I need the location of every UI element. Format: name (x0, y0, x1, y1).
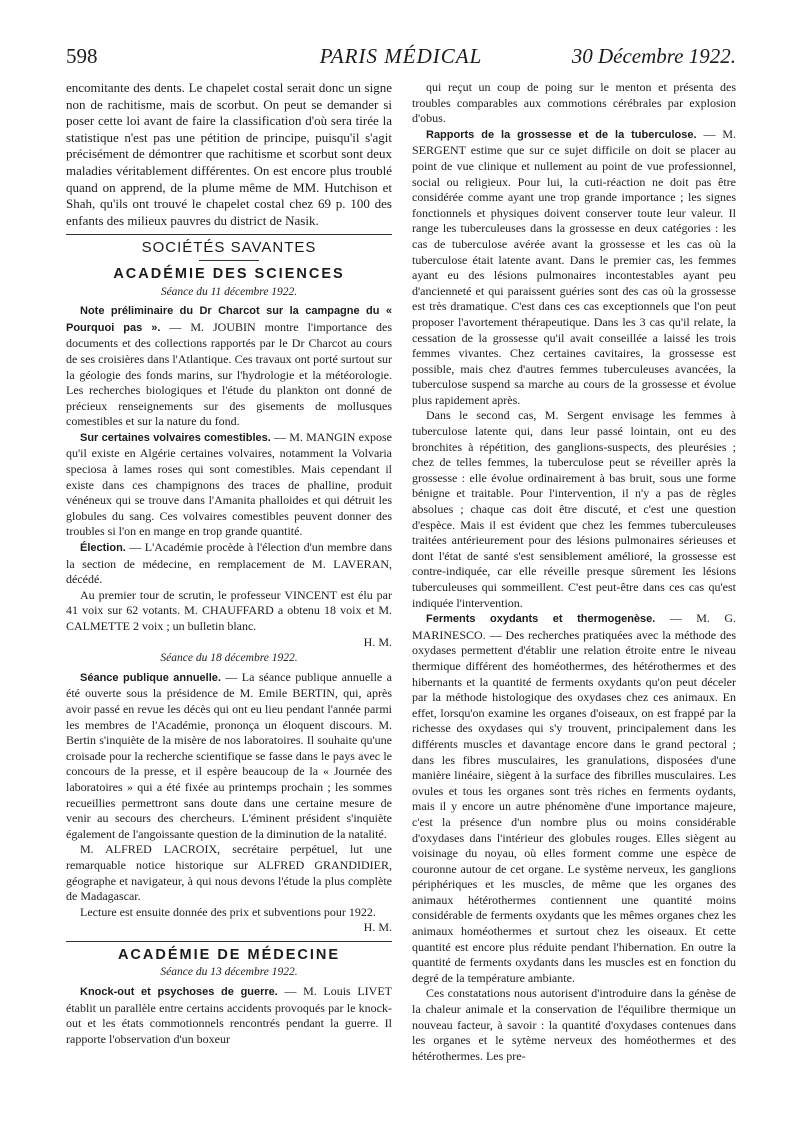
section-rule (66, 234, 392, 235)
article-text: — M. G. MARINESCO. — Des recherches pratiquées avec la méthode des oxydases permettent d'établir une relation étroite entre le niveau thermique différent des homéothermes, des hétérothermes et des hibernants et la quantité de ferments oxydants qu'on peut déceler par la méthode histologique des oxydases chez ces animaux. En effet, lorsqu'on examine les organes d'oiseaux, on est frappé par la richesse des oxydases qui s'y trouvent, principalement dans les différents muscles et davantage encore dans le grand pectoral ; dans les fibres musculaires, les granulations, disposées d'une manière linéaire, siègent à la surface des fibrilles musculaires. Les ovules et tous les organes sont très riches en ferments oydants, mais il y encore un autre phénomène d'une importance majeure, c'est la présence d'un nombre plus ou moins considérable d'oxydases dans l'intérieur des globules rouges. Elles siègent au voisinage du noyau, où elles forment comme une espèce de couronne autour de cet organe. Le système nerveux, les ganglions périphériques et les muscles, de même que les organes des animaux hétérothermes contiennent une quantité moins considérable de ferments oxydants que les mêmes organes chez les animaux homéothermes et surtout chez les oiseaux. Et cette quantité est encore plus réduite pendant l'hibernation. En outre la quantité de ferments oxydants dans les muscles est en fonction du degré de la température ambiante. (412, 611, 736, 985)
article-paragraph (66, 303, 392, 430)
running-header (66, 44, 736, 74)
academie-medecine-heading: ACADÉMIE DE MÉDECINE (117, 946, 341, 963)
issue-date: 30 Décembre 1922. (571, 44, 736, 68)
article-paragraph (412, 611, 736, 986)
article-paragraph: Au premier tour de scrutin, le professeur VINCENT est élu par 41 voix sur 62 votants. M. CHAUFFARD a obtenu 18 voix et M. CALMETTE 2 voix ; un bulletin blanc. (66, 587, 392, 633)
article-heading: Note préliminaire du Dr Charcot sur la campagne du « Pourquoi pas ». (66, 305, 392, 334)
article-heading: Knock-out et psychoses de guerre. (80, 986, 278, 999)
article-paragraph: Ces constatations nous autorisent d'introduire dans la génèse de la chaleur animale et la conservation de l'équilibre thermique un nouveau facteur, à savoir : la quantité d'oxydases contenues dans les organes et le sytème nerveux des homéothermes et des hétérothermes. Les pre- (412, 986, 736, 1063)
article-paragraph (66, 540, 392, 588)
article-heading: Rapports de la grossesse et de la tuberculose. (426, 128, 697, 141)
right-column (412, 80, 736, 1064)
article-paragraph: qui reçut un coup de poing sur le menton et présenta des troubles comparables aux commotions cérébrales par explosion d'obus. (412, 80, 736, 126)
academie-sciences-heading: ACADÉMIE DES SCIENCES (113, 265, 345, 282)
article-paragraph: M. ALFRED LACROIX, secrétaire perpétuel, lut une remarquable notice historique sur ALFRED GRANDIDIER, géographe et navigateur, à qui nous devons l'étude la plus complète de Madagascar. (66, 842, 392, 904)
article-text: — M. SERGENT estime que sur ce sujet difficile on doit se placer au point de vue clinique et nullement au point de vue professionnel, social ou religieux. Pour lui, la cuti-réaction ne doit pas être considérée comme ayant une trop grande importance ; les signes fonctionnels et physiques doivent conserver toute leur valeur. Il range les tuberculeuses dans la grossesse en deux catégories : les cas de tuberculose avérée avant la grossesse et les cas où la tuberculose était latente avant. Dans le premier cas, les femmes ayant eu des lésions pulmonaires incontestables ayant peu d'ancienneté et qui paraissent guéries sont des cas où la grossesse est très dramatique. C'est dans ces cas exceptionnels que l'on peut proposer l'avortement thérapeutique. Dans les 3 cas qu'il relate, la cessation de la grossesse qu'il avait conseillée a laissé les trois femmes vivantes. Chez certaines cavitaires, la grossesse est possible, mais chez d'autres femmes tuberculeuses avancées, la tuberculose suspend sa marche au cours de la grossesse et évolue plus rapidement après. (412, 126, 736, 407)
article-paragraph (66, 430, 392, 540)
signature: H. M. (363, 920, 392, 935)
article-paragraph (66, 670, 392, 843)
article-paragraph (412, 127, 736, 409)
signature: H. M. (363, 634, 392, 649)
article-text: — L'Académie procède à l'élection d'un membre dans la section de médecine, en remplacement de M. LAVERAN, décédé. (66, 540, 392, 587)
article-heading: Sur certaines volvaires comestibles. (80, 431, 271, 444)
article-heading: Élection. (80, 542, 126, 555)
intro-paragraph: encomitante des dents. Le chapelet costal serait donc un signe non de rachitisme, mais de scorbut. On peut se demander si poser cette loi avant de faire la classification d'où sera tirée la statistique n'est pas une pétition de principe, puisqu'il s'agit précisément de démontrer que rachitisme et scorbut sont deux maladies véritablement différentes. On est encore plus troublé quand on apprend, de la plume même de MM. Hutchison et Shah, qu'ils ont trouvé le chapelet costal chez 69 p. 100 des enfants des milieux pauvres du district de Nasik. (66, 80, 392, 228)
section-title: SOCIÉTÉS SAVANTES (141, 239, 317, 257)
seance-date: Séance du 18 décembre 1922. (160, 652, 298, 665)
left-column (66, 80, 392, 1047)
article-text: — La séance publique annuelle a été ouverte sous la présidence de M. Emile BERTIN, qui, après avoir passé en revue les décès qui ont eu lieu pendant l'année parmi les membres de l'Académie, prononça un éloquent discours. M. Bertin s'inquiète de la misère de nos laboratoires. Il souhaite qu'une croisade pour la recherche scientifique se fasse dans le pays avec le concours de la presse, et il espère beaucoup de la « Journée des laboratoires » qui a été fixée au printemps prochain ; les sommes recueillies permettront sans doute dans une certaine mesure de venir au secours des chercheurs. L'éminent président s'inquiète également de l'angoissante question de la diminution de la natalité. (66, 669, 392, 841)
seance-date: Séance du 11 décembre 1922. (160, 285, 298, 298)
section-rule (66, 941, 392, 942)
seance-date: Séance du 13 décembre 1922. (160, 966, 298, 979)
article-text: — M. JOUBIN montre l'importance des documents et des collections rapportés par le Dr Charcot au cours de ses croisières dans l'Atlantique. Ces travaux ont porté surtout sur la géologie des fonds marins, sur l'hydrologie et la météorologie. Les recherches biologiques et l'étude du plankton ont donné de précieux renseignements sur des gisements de mollusques comestibles et sur la nature du fond. (66, 319, 392, 429)
article-text: — M. Louis LIVET établit un parallèle entre certains accidents provoqués par le knock-out et les états commotionnels rencontrés pendant la guerre. Il rapporte l'observation d'un boxeur (66, 984, 392, 1046)
article-paragraph: Lecture est ensuite donnée des prix et subventions pour 1922. (80, 904, 376, 919)
article-heading: Séance publique annuelle. (80, 671, 221, 684)
article-paragraph (66, 984, 392, 1047)
article-paragraph: Dans le second cas, M. Sergent envisage les femmes à tuberculose latente qui, dans leur passé lointain, ont eu des bronchites à répétition, des ganglions-suspects, des pleurésies ; chez de telles femmes, la tuberculose peut se réveiller après la grossesse : elle évolue ordinairement à bas bruit, sous une forme bénigne et traitable. Pour l'intervention, il n'y a pas de règles absolues ; chaque cas doit être discuté, et c'est une question d'espèce. Mais il est évident que chez les femmes tuberculeuses traitées antérieurement pour des lésions pulmonaires sérieuses et dont l'état de santé s'est sensiblement amélioré, la grossesse est contre-indiquée, car elle réveille presque sûrement les lésions tuberculeuses qui sommeillent. C'est peut-être dans ces cas qu'est indiquée l'intervention. (412, 408, 736, 610)
article-text: — M. MANGIN expose qu'il existe en Algérie certaines volvaires, notamment la Volvaria speciosa à lames roses qui sont comestibles. Mais cependant il existe dans ces champignons des traces de phalline, produit vénéneux qui se trouve dans l'Amanita phalloides et qui détruit les globules du sang. Ces volvaires comestibles peuvent donner des troubles si l'on en mange en trop grande quantité. (66, 429, 393, 539)
journal-title: PARIS MÉDICAL (319, 44, 483, 68)
page-number: 598 (66, 44, 98, 68)
short-rule (199, 260, 259, 261)
article-heading: Ferments oxydants et thermogenèse. (426, 613, 656, 626)
